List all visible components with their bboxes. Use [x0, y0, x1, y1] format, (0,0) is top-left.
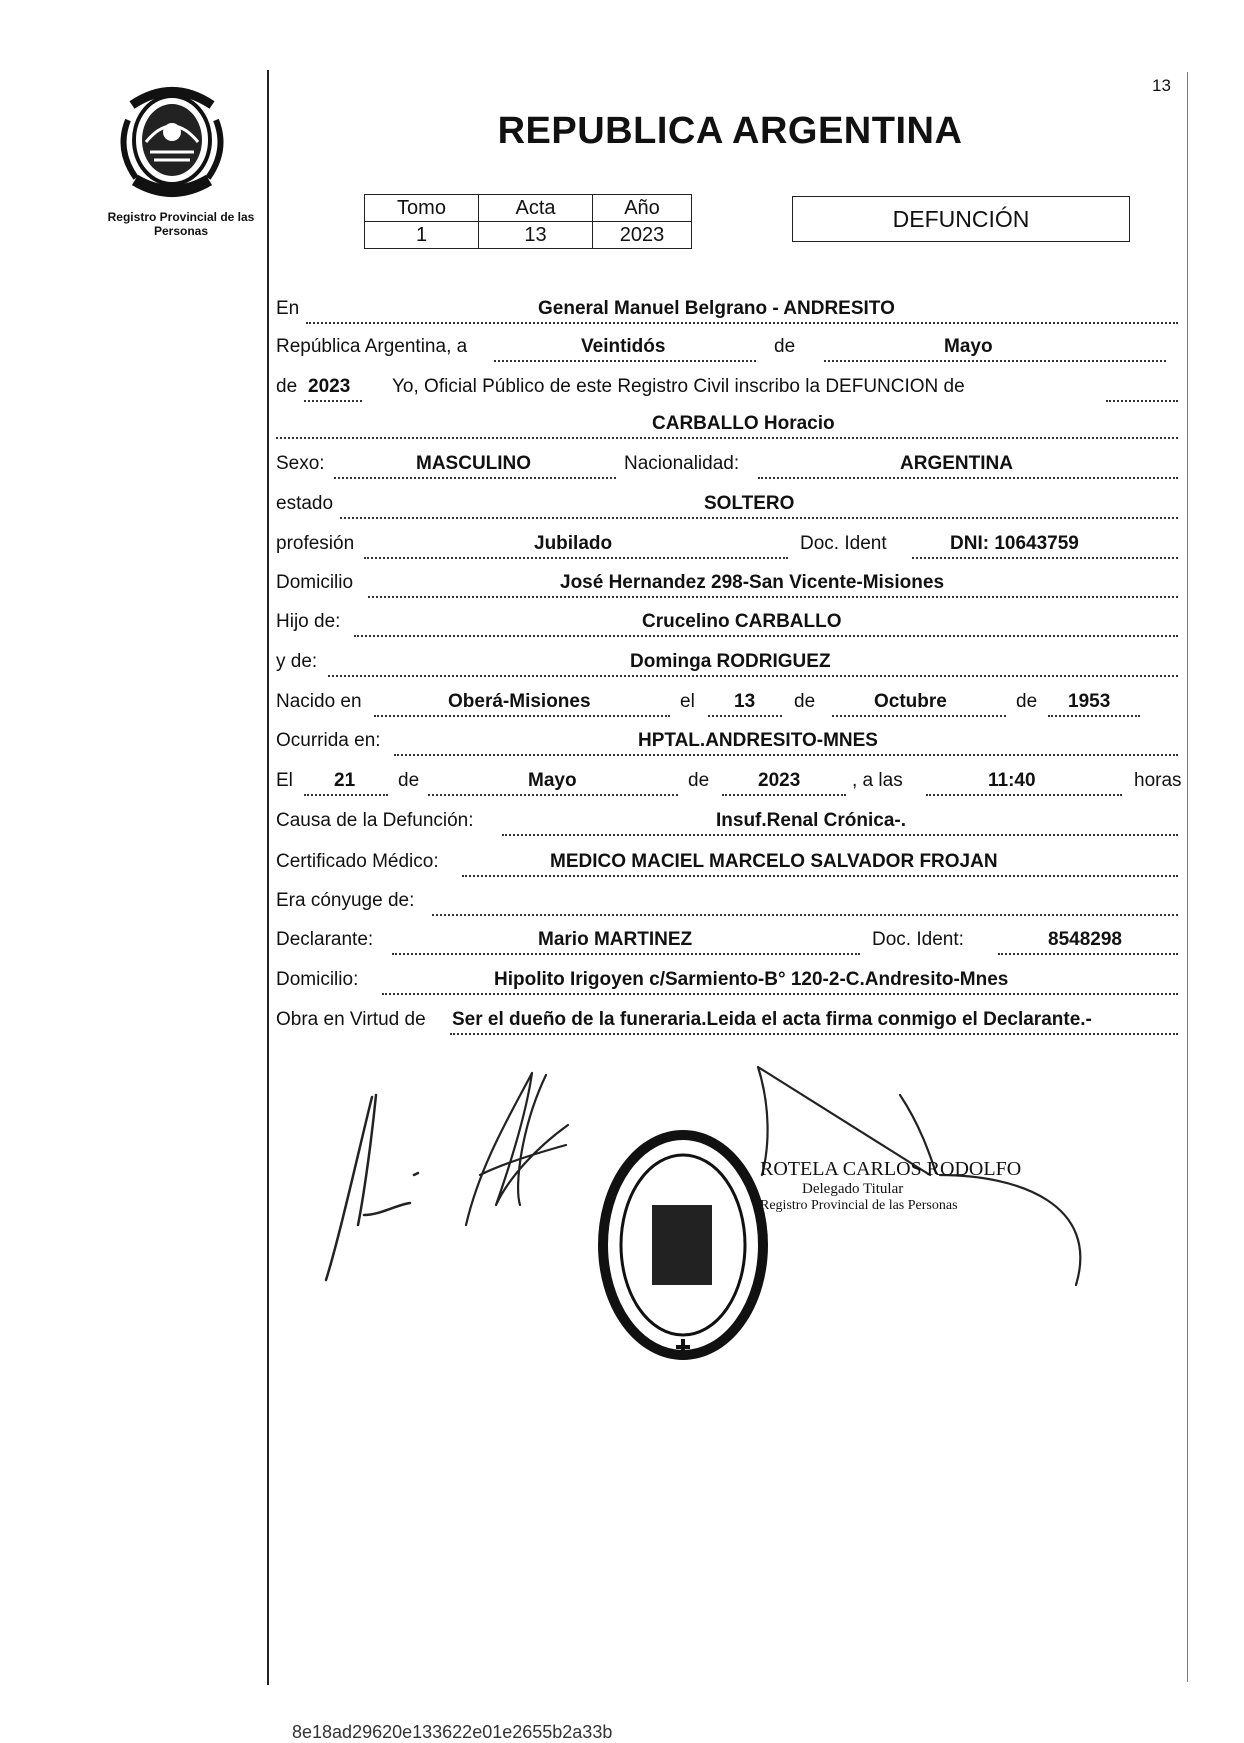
declarant-address-value: Hipolito Irigoyen c/Sarmiento-B° 120-2-C.Andresito-Mnes [494, 969, 1009, 990]
mother-label: y de: [276, 651, 318, 672]
year-dotted-line [304, 400, 362, 402]
death-de-label-2: de [688, 770, 710, 791]
death-de-label-1: de [398, 770, 420, 791]
tomo-value: 1 [365, 222, 479, 249]
registration-year: 2023 [308, 376, 351, 397]
at-label: , a las [852, 770, 903, 791]
official-role: Delegado Titular [802, 1181, 904, 1197]
birth-month-dotted-line [832, 715, 1006, 717]
father-dotted-line [354, 635, 1178, 637]
cause-dotted-line [502, 834, 1178, 836]
cause-label: Causa de la Defunción: [276, 810, 474, 831]
spouse-dotted-line [432, 914, 1178, 916]
mother-value: Dominga RODRIGUEZ [630, 651, 831, 672]
deceased-dotted-line [276, 437, 1178, 439]
row-address [276, 566, 1178, 602]
birth-de-label-2: de [1016, 691, 1038, 712]
declarant-address-label: Domicilio: [276, 969, 359, 990]
profession-value: Jubilado [534, 533, 613, 554]
spouse-label: Era cónyuge de: [276, 890, 415, 911]
official-stamp-block [760, 1158, 1021, 1214]
registration-day: Veintidós [581, 336, 666, 357]
left-margin-rule [267, 70, 269, 1685]
death-month: Mayo [528, 770, 577, 791]
register-header-row [365, 195, 692, 222]
place-dotted-line [306, 322, 1178, 324]
document-title: REPUBLICA ARGENTINA [497, 110, 963, 152]
death-time: 11:40 [988, 770, 1036, 791]
doc-ident-dotted-line [912, 557, 1178, 559]
death-day-dotted-line [304, 794, 388, 796]
declarant-doc-dotted-line [998, 953, 1178, 955]
registration-month: Mayo [944, 336, 993, 357]
row-registration-date [276, 330, 1178, 366]
row-profession [276, 527, 1178, 563]
row-declarant-address [276, 963, 1178, 999]
anio-header: Año [593, 195, 692, 222]
register-value-row [365, 222, 692, 249]
nationality-dotted-line [758, 477, 1178, 479]
by-virtue-dotted-line [450, 1033, 1178, 1035]
birth-month: Octubre [874, 691, 947, 712]
statement-dotted-line [1106, 400, 1178, 402]
declarant-label: Declarante: [276, 929, 374, 950]
certificate-label: Certificado Médico: [276, 851, 439, 872]
declarant-signature-icon [326, 1095, 418, 1280]
death-el-label: El [276, 770, 293, 791]
registry-caption: Registro Provincial de las Personas [107, 210, 255, 238]
row-spouse [276, 884, 1178, 920]
page-number: 13 [1152, 76, 1171, 95]
declarant-dotted-line [392, 953, 860, 955]
birth-day-dotted-line [708, 715, 782, 717]
row-place [276, 292, 1178, 328]
registry-stamp-icon [603, 1135, 763, 1355]
acta-header: Acta [479, 195, 593, 222]
statement-text: Yo, Oficial Público de este Registro Civil inscribo la DEFUNCION de [392, 376, 965, 397]
mother-dotted-line [328, 675, 1178, 677]
row-by-virtue [276, 1003, 1178, 1039]
row-declarant [276, 923, 1178, 959]
row-sex-nationality [276, 447, 1178, 483]
death-day: 21 [334, 770, 356, 791]
birthplace-dotted-line [374, 715, 670, 717]
month-dotted-line [824, 360, 1166, 362]
official-org: Registro Provincial de las Personas [760, 1198, 958, 1213]
row-death-date [276, 764, 1182, 800]
right-margin-rule [1187, 72, 1188, 1682]
document-hash: 8e18ad29620e133622e01e2655b2a33b [292, 1722, 613, 1742]
death-place-dotted-line [394, 754, 1178, 756]
birthplace-label: Nacido en [276, 691, 362, 712]
anio-value: 2023 [593, 222, 692, 249]
day-dotted-line [494, 360, 756, 362]
death-place-label: Ocurrida en: [276, 730, 381, 751]
official-name: ROTELA CARLOS RODOLFO [760, 1158, 1022, 1180]
declarant-address-dotted-line [382, 993, 1178, 995]
birth-day: 13 [734, 691, 756, 712]
certificate-dotted-line [462, 875, 1178, 877]
sex-value: MASCULINO [416, 453, 532, 474]
declarant-value: Mario MARTINEZ [538, 929, 693, 950]
hours-label: horas [1134, 770, 1182, 791]
profession-dotted-line [364, 557, 788, 559]
father-label: Hijo de: [276, 611, 341, 632]
place-label: En [276, 298, 300, 319]
row-death-place [276, 724, 1178, 760]
signatures-graphic [300, 1055, 1180, 1385]
nationality-value: ARGENTINA [900, 453, 1013, 474]
death-month-dotted-line [428, 794, 678, 796]
declarant-doc-label: Doc. Ident: [872, 929, 964, 950]
place-value: General Manuel Belgrano - ANDRESITO [538, 298, 895, 319]
address-value: José Hernandez 298-San Vicente-Misiones [560, 572, 945, 593]
misiones-province-seal-icon [110, 80, 240, 205]
sex-label: Sexo: [276, 453, 325, 474]
death-year: 2023 [758, 770, 801, 791]
birth-de-label-1: de [794, 691, 816, 712]
birth-year-dotted-line [1048, 715, 1140, 717]
register-table [364, 194, 692, 249]
act-type-box: DEFUNCIÓN [792, 196, 1130, 242]
doc-ident-value: DNI: 10643759 [950, 533, 1079, 554]
civil-status-value: SOLTERO [704, 493, 795, 514]
nationality-label: Nacionalidad: [624, 453, 740, 474]
birth-year: 1953 [1068, 691, 1111, 712]
witness-signature-icon [466, 1073, 568, 1225]
address-label: Domicilio [276, 572, 354, 593]
row-birth [276, 685, 1178, 721]
birth-el-label: el [680, 691, 695, 712]
birthplace-value: Oberá-Misiones [448, 691, 591, 712]
republic-label: República Argentina, a [276, 336, 468, 357]
certificate-value: MEDICO MACIEL MARCELO SALVADOR FROJAN [550, 851, 998, 872]
sex-dotted-line [334, 477, 616, 479]
profession-label: profesión [276, 533, 355, 554]
by-virtue-label: Obra en Virtud de [276, 1009, 426, 1030]
row-father [276, 605, 1178, 641]
father-value: Crucelino CARBALLO [642, 611, 842, 632]
year-de-label: de [276, 376, 298, 397]
cause-value: Insuf.Renal Crónica-. [716, 810, 907, 831]
death-year-dotted-line [722, 794, 846, 796]
registration-de-label: de [774, 336, 796, 357]
row-statement [276, 370, 1178, 406]
death-time-dotted-line [926, 794, 1122, 796]
by-virtue-value: Ser el dueño de la funeraria.Leida el acta firma conmigo el Declarante.- [452, 1009, 1092, 1030]
address-dotted-line [368, 596, 1178, 598]
row-civil-status [276, 487, 1178, 523]
row-cause [276, 804, 1178, 840]
civil-status-label: estado [276, 493, 334, 514]
acta-value: 13 [479, 222, 593, 249]
row-deceased [276, 407, 1178, 443]
tomo-header: Tomo [365, 195, 479, 222]
row-mother [276, 645, 1178, 681]
row-medical-certificate [276, 845, 1178, 881]
declarant-doc-value: 8548298 [1048, 929, 1122, 950]
civil-status-dotted-line [340, 517, 1178, 519]
deceased-name: CARBALLO Horacio [652, 413, 835, 434]
death-place-value: HPTAL.ANDRESITO-MNES [638, 730, 878, 751]
doc-ident-label: Doc. Ident [800, 533, 887, 554]
